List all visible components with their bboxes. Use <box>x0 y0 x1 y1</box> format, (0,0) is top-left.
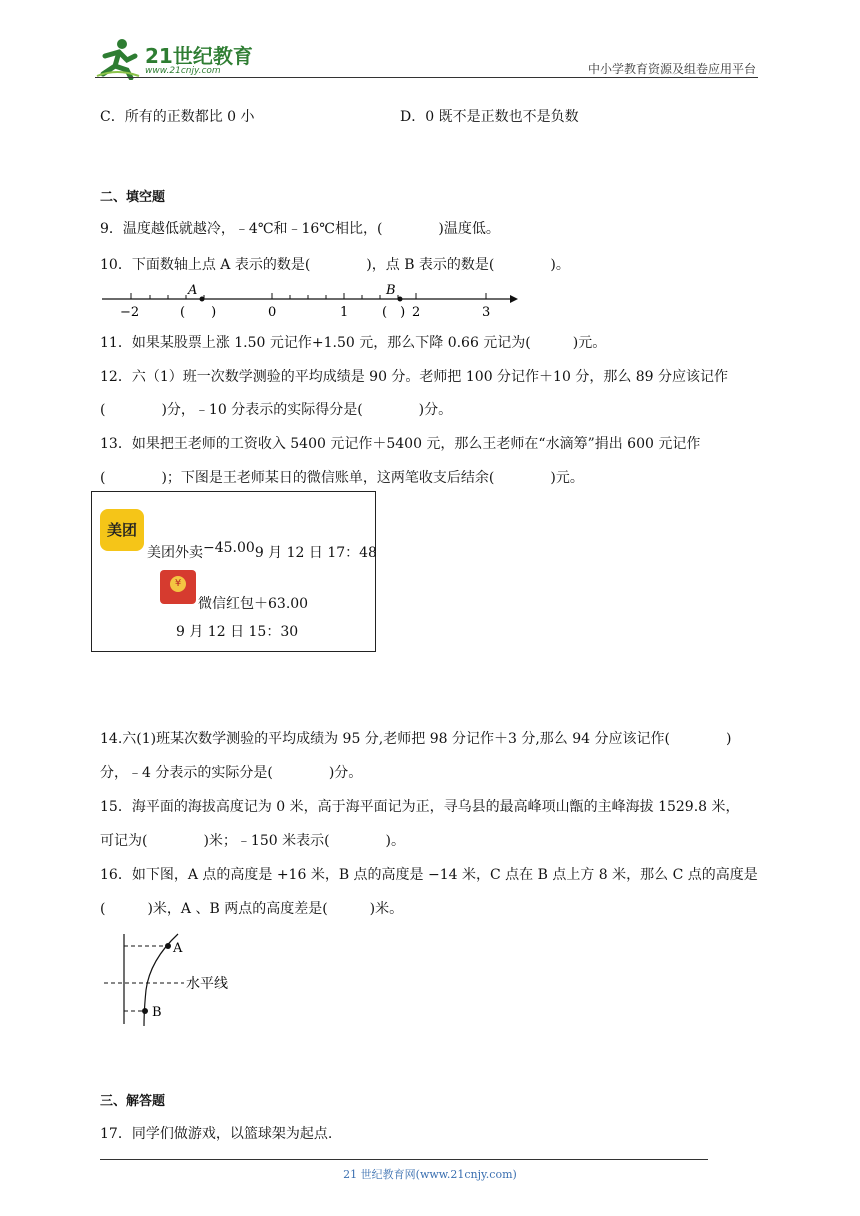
section-title-answer: 三、解答题 <box>100 1094 166 1109</box>
red-packet-icon <box>160 570 196 604</box>
red-packet-coin: ¥ <box>170 576 186 592</box>
tick-label-1: 1 <box>340 305 349 320</box>
tick-label-neg2: −2 <box>120 305 140 320</box>
paren-a: ( ) <box>180 305 217 320</box>
question-15-line-1: 15．海平面的海拔高度记为 0 米，高于海平面记为正，寻乌县的最高峰项山甑的主峰海拔 1529.8 米， <box>100 799 740 815</box>
number-line-figure <box>98 282 528 322</box>
footer-divider <box>100 1159 708 1160</box>
point-a-label-height: A <box>173 941 183 956</box>
question-10: 10．下面数轴上点 A 表示的数是( )，点 B 表示的数是( )。 <box>100 257 570 273</box>
question-14-line-2: 分，﹣4 分表示的实际分是( )分。 <box>100 765 363 781</box>
logo-subtext: www.21cnjy.com <box>145 66 221 76</box>
question-13-line-2: ( )；下图是王老师某日的微信账单，这两笔收支后结余( )元。 <box>100 470 584 486</box>
question-9: 9．温度越低就越冷，﹣4℃和﹣16℃相比，( )温度低。 <box>100 221 500 237</box>
question-15-line-2: 可记为( )米；﹣150 米表示( )。 <box>100 833 406 849</box>
question-11: 11．如果某股票上涨 1.50 元记作+1.50 元，那么下降 0.66 元记为( )元。 <box>100 335 607 351</box>
option-c: C．所有的正数都比 0 小 <box>100 109 255 125</box>
height-diagram-figure <box>100 930 260 1030</box>
tick-label-0: 0 <box>268 305 277 320</box>
logo-text: 21世纪教育 <box>145 44 253 68</box>
meituan-name: 美团外卖 <box>147 545 203 561</box>
point-b-marker <box>142 1008 148 1014</box>
question-12-line-2: ( )分，﹣10 分表示的实际得分是( )分。 <box>100 402 453 418</box>
site-logo <box>95 38 260 80</box>
question-16-line-2: ( )米，A 、B 两点的高度差是( )米。 <box>100 901 404 917</box>
question-14-line-1: 14.六(1)班某次数学测验的平均成绩为 95 分,老师把 98 分记作＋3 分,那么 94 分应该记作( ) <box>100 731 732 747</box>
tick-label-2: 2 <box>412 305 421 320</box>
header-divider <box>95 77 758 78</box>
point-b-label-height: B <box>152 1005 162 1020</box>
runner-icon <box>95 38 141 80</box>
point-a-marker <box>165 943 171 949</box>
option-d: D．0 既不是正数也不是负数 <box>400 109 579 125</box>
horizon-label: 水平线 <box>186 976 228 992</box>
tick-label-3: 3 <box>482 305 491 320</box>
meituan-icon: 美团 <box>100 509 144 551</box>
red-packet-time: 9 月 12 日 15：30 <box>176 624 299 640</box>
wechat-bill-figure <box>91 491 376 652</box>
red-packet-name: 微信红包＋63.00 <box>198 596 309 612</box>
point-b-dot <box>398 297 403 302</box>
paren-b: ( ) <box>382 305 406 320</box>
meituan-entry <box>147 542 377 562</box>
section-title-fill-blank: 二、填空题 <box>100 190 166 205</box>
footer-link[interactable]: 21 世纪教育网(www.21cnjy.com) <box>343 1168 517 1181</box>
meituan-amount: −45.00 <box>203 540 255 556</box>
question-13-line-1: 13．如果把王老师的工资收入 5400 元记作＋5400 元，那么王老师在“水滴筹”捐出 600 元记作 <box>100 436 701 452</box>
header-platform-name: 中小学教育资源及组卷应用平台 <box>587 62 756 76</box>
question-17: 17．同学们做游戏，以篮球架为起点. <box>100 1126 333 1142</box>
point-a-dot <box>200 297 205 302</box>
point-b-label: B <box>386 283 396 298</box>
point-a-label: A <box>188 283 198 298</box>
meituan-time: 9 月 12 日 17：48 <box>254 545 377 561</box>
question-12-line-1: 12．六（1）班一次数学测验的平均成绩是 90 分。老师把 100 分记作＋10 分，那么 89 分应该记作 <box>100 369 729 385</box>
question-16-line-1: 16．如下图，A 点的高度是 +16 米，B 点的高度是 −14 米，C 点在 B 点上方 8 米，那么 C 点的高度是 <box>100 867 758 883</box>
